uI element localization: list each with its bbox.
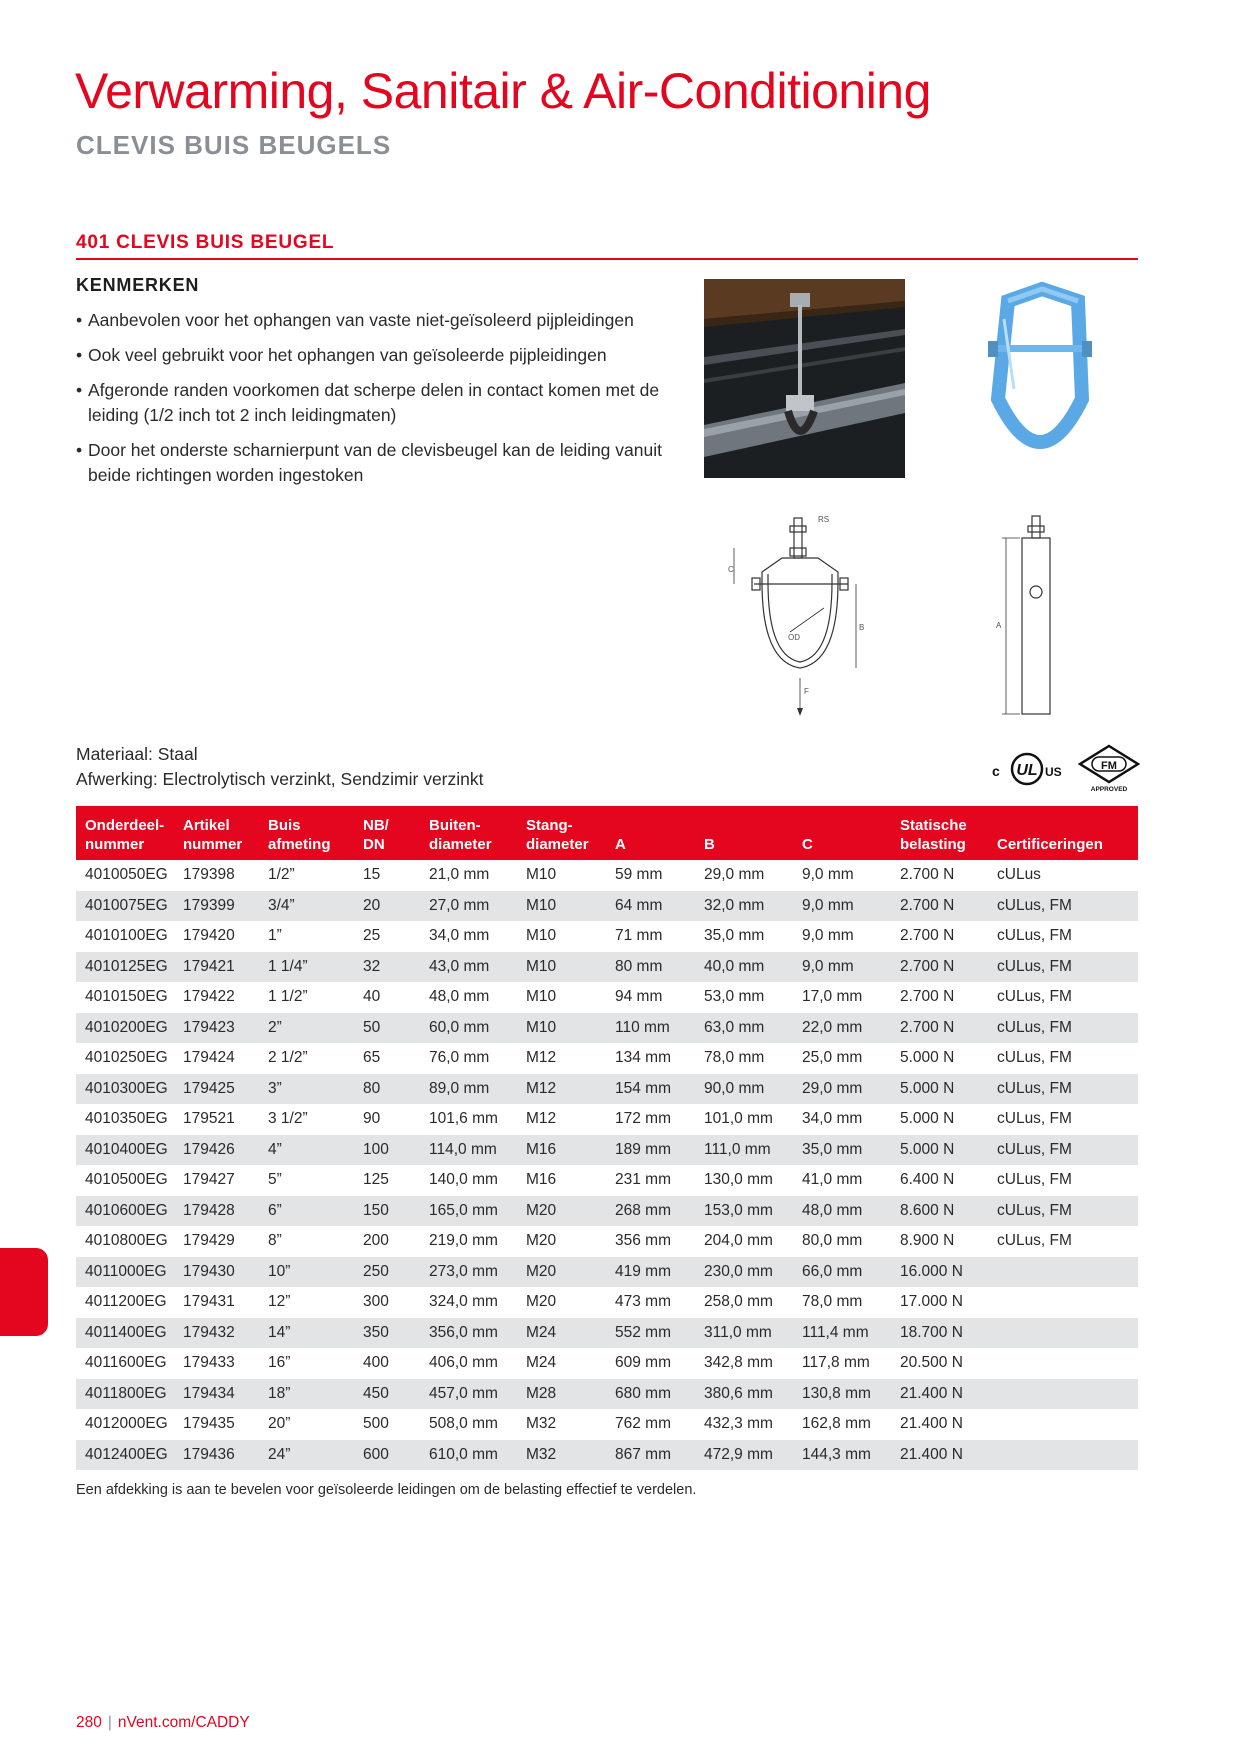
table-cell: 6.400 N xyxy=(900,1171,955,1188)
table-cell: 472,9 mm xyxy=(695,1440,793,1471)
table-cell: 140,0 mm xyxy=(429,1171,498,1188)
table-cell: M16 xyxy=(526,1171,557,1188)
table-cell: 125 xyxy=(363,1171,389,1188)
table-cell: 94 mm xyxy=(615,988,663,1005)
table-cell: 21.400 N xyxy=(900,1415,963,1432)
table-cell: 4010150EG xyxy=(85,988,168,1005)
table-cell xyxy=(988,1440,1138,1471)
feature-item: • Door het onderste scharnierpunt van de clevisbeugel kan de leiding vanuit beide richtingen worden ingestoken xyxy=(76,438,676,488)
table-cell: 32 xyxy=(354,952,420,983)
table-cell: M10 xyxy=(517,891,606,922)
ul-us-text: US xyxy=(1045,765,1062,779)
table-cell: 48,0 mm xyxy=(793,1196,891,1227)
table-cell: 4010300EG xyxy=(76,1074,174,1105)
fm-mark-icon xyxy=(1078,744,1140,792)
table-cell: 32,0 mm xyxy=(695,891,793,922)
table-cell: 324,0 mm xyxy=(429,1293,498,1310)
table-cell: 179433 xyxy=(183,1354,235,1371)
column-header: Statische belasting xyxy=(891,806,988,860)
table-cell: 3 1/2” xyxy=(268,1110,308,1127)
table-cell: 117,8 mm xyxy=(802,1354,870,1371)
table-cell: cULus xyxy=(997,866,1041,883)
table-row xyxy=(76,1165,1138,1196)
table-cell: 27,0 mm xyxy=(420,891,517,922)
table-cell: 450 xyxy=(354,1379,420,1410)
table-cell: 18” xyxy=(259,1379,354,1410)
website-link[interactable]: nVent.com/CADDY xyxy=(117,1714,250,1731)
table-cell: M10 xyxy=(517,952,606,983)
table-cell: 64 mm xyxy=(606,891,695,922)
table-cell: 350 xyxy=(354,1318,420,1349)
table-cell: cULus, FM xyxy=(997,1171,1072,1188)
table-cell: 20” xyxy=(268,1415,291,1432)
table-cell: 432,3 mm xyxy=(704,1415,773,1432)
feature-item: • Ook veel gebruikt voor het ophangen van geïsoleerde pijpleidingen xyxy=(76,343,676,368)
table-cell: M10 xyxy=(526,866,557,883)
table-cell: 8” xyxy=(268,1232,282,1249)
table-cell: 2.700 N xyxy=(891,1013,988,1044)
table-row xyxy=(76,1013,1138,1044)
features-list xyxy=(76,308,676,498)
table-cell: 762 mm xyxy=(615,1415,671,1432)
page-number: 280 xyxy=(76,1714,102,1731)
table-cell: M20 xyxy=(517,1257,606,1288)
table-cell: 179425 xyxy=(174,1074,259,1105)
table-cell xyxy=(988,1318,1138,1349)
table-cell: 250 xyxy=(354,1257,420,1288)
side-view-drawing xyxy=(996,512,1068,718)
table-cell: 20.500 N xyxy=(900,1354,963,1371)
technical-drawing-side xyxy=(996,512,1068,718)
table-cell: M32 xyxy=(526,1415,557,1432)
finish-line: Afwerking: Electrolytisch verzinkt, Sendzimir verzinkt xyxy=(76,769,484,789)
table-cell: 4010350EG xyxy=(85,1110,168,1127)
table-cell: 273,0 mm xyxy=(420,1257,517,1288)
table-cell: cULus, FM xyxy=(997,988,1072,1005)
table-cell: 14” xyxy=(259,1318,354,1349)
feature-item: • Aanbevolen voor het ophangen van vaste niet-geïsoleerd pijpleidingen xyxy=(76,308,676,333)
table-cell: 600 xyxy=(354,1440,420,1471)
table-cell: 20 xyxy=(354,891,420,922)
table-cell: M10 xyxy=(526,927,557,944)
table-cell: 457,0 mm xyxy=(420,1379,517,1410)
table-cell: 179423 xyxy=(174,1013,259,1044)
table-cell: 71 mm xyxy=(615,927,663,944)
table-cell: 400 xyxy=(363,1354,389,1371)
table-cell: 342,8 mm xyxy=(704,1354,773,1371)
table-cell: 867 mm xyxy=(606,1440,695,1471)
drawing-label-a: A xyxy=(996,621,1002,630)
table-cell: 258,0 mm xyxy=(704,1293,773,1310)
table-cell: 66,0 mm xyxy=(793,1257,891,1288)
table-cell: 80 xyxy=(354,1074,420,1105)
table-cell: 9,0 mm xyxy=(793,952,891,983)
table-cell: 680 mm xyxy=(606,1379,695,1410)
column-header: B xyxy=(695,806,793,860)
table-cell xyxy=(988,1287,1138,1318)
table-cell: 508,0 mm xyxy=(429,1415,498,1432)
table-cell: 1/2” xyxy=(268,866,295,883)
table-cell: 2.700 N xyxy=(900,866,955,883)
ul-mark-icon xyxy=(988,752,1066,786)
table-cell: 165,0 mm xyxy=(420,1196,517,1227)
table-cell: 48,0 mm xyxy=(429,988,490,1005)
page-subtitle: CLEVIS BUIS BEUGELS xyxy=(76,130,392,160)
table-cell: 4012400EG xyxy=(76,1440,174,1471)
installation-photo-illustration xyxy=(704,279,905,478)
table-cell: 2.700 N xyxy=(900,988,955,1005)
table-cell: 2” xyxy=(259,1013,354,1044)
column-header: Buiten- diameter xyxy=(420,806,517,860)
table-cell: 21,0 mm xyxy=(429,866,490,883)
table-cell: 179429 xyxy=(183,1232,235,1249)
table-cell: 162,8 mm xyxy=(802,1415,871,1432)
table-cell: 2.700 N xyxy=(891,952,988,983)
column-header: NB/ DN xyxy=(354,806,420,860)
table-cell: cULus, FM xyxy=(997,1110,1072,1127)
section-title: 401 CLEVIS BUIS BEUGEL xyxy=(76,232,335,253)
column-header: Certificeringen xyxy=(988,806,1138,860)
table-cell: 24” xyxy=(259,1440,354,1471)
table-cell xyxy=(988,1409,1138,1440)
table-cell: M24 xyxy=(526,1354,557,1371)
table-cell: 25 xyxy=(363,927,381,944)
table-cell: 179421 xyxy=(174,952,259,983)
table-cell: M10 xyxy=(526,988,557,1005)
table-cell: 4010600EG xyxy=(76,1196,174,1227)
table-cell: M16 xyxy=(517,1135,606,1166)
page-footer xyxy=(76,1714,250,1732)
table-cell: cULus, FM xyxy=(997,927,1072,944)
table-cell: 3/4” xyxy=(259,891,354,922)
table-cell: 5.000 N xyxy=(891,1135,988,1166)
fm-approved-logo xyxy=(1078,744,1140,792)
table-cell: 114,0 mm xyxy=(420,1135,517,1166)
table-cell: 500 xyxy=(363,1415,389,1432)
column-header: Stang- diameter xyxy=(517,806,606,860)
table-cell: 179435 xyxy=(183,1415,235,1432)
table-cell: M12 xyxy=(526,1110,557,1127)
table-cell: cULus, FM xyxy=(988,1135,1138,1166)
column-header: A xyxy=(606,806,695,860)
table-cell: 34,0 mm xyxy=(802,1110,863,1127)
table-row xyxy=(76,921,1138,952)
table-cell: M20 xyxy=(517,1196,606,1227)
table-cell: 4010050EG xyxy=(85,866,168,883)
table-row xyxy=(76,860,1138,891)
table-cell: 43,0 mm xyxy=(420,952,517,983)
drawing-label-c: C xyxy=(728,565,734,574)
table-cell: 101,0 mm xyxy=(704,1110,773,1127)
table-cell: 40,0 mm xyxy=(695,952,793,983)
table-cell: cULus, FM xyxy=(988,891,1138,922)
column-header: Artikel nummer xyxy=(174,806,259,860)
table-cell: 10” xyxy=(259,1257,354,1288)
table-cell: 8.900 N xyxy=(900,1232,955,1249)
table-cell: cULus, FM xyxy=(988,952,1138,983)
table-cell: 5.000 N xyxy=(891,1074,988,1105)
table-cell: 179428 xyxy=(174,1196,259,1227)
table-cell: 5.000 N xyxy=(900,1110,955,1127)
table-cell: 90 xyxy=(363,1110,381,1127)
table-cell: 78,0 mm xyxy=(802,1293,863,1310)
table-row xyxy=(76,1043,1138,1074)
table-cell: 80 mm xyxy=(606,952,695,983)
table-cell: 5” xyxy=(268,1171,282,1188)
table-cell: 268 mm xyxy=(606,1196,695,1227)
table-cell: M12 xyxy=(526,1049,557,1066)
table-row xyxy=(76,1318,1138,1349)
table-cell: 29,0 mm xyxy=(704,866,765,883)
table-cell: 189 mm xyxy=(606,1135,695,1166)
footer-separator: | xyxy=(107,1714,112,1731)
table-row xyxy=(76,891,1138,922)
table-cell: 63,0 mm xyxy=(695,1013,793,1044)
table-cell: 4011200EG xyxy=(85,1293,167,1310)
table-cell: 12” xyxy=(268,1293,291,1310)
material-info xyxy=(76,742,483,792)
table-cell: 15 xyxy=(363,866,381,883)
table-cell: 4010250EG xyxy=(85,1049,168,1066)
table-row xyxy=(76,1287,1138,1318)
table-cell: 179426 xyxy=(174,1135,259,1166)
table-row xyxy=(76,1226,1138,1257)
table-cell: M10 xyxy=(517,1013,606,1044)
table-cell: 17.000 N xyxy=(900,1293,963,1310)
table-cell: 90,0 mm xyxy=(695,1074,793,1105)
table-cell: 101,6 mm xyxy=(429,1110,498,1127)
column-header: C xyxy=(793,806,891,860)
table-row xyxy=(76,1409,1138,1440)
table-cell: 29,0 mm xyxy=(793,1074,891,1105)
table-cell: 59 mm xyxy=(615,866,663,883)
table-cell: 179424 xyxy=(183,1049,235,1066)
table-cell: 179432 xyxy=(174,1318,259,1349)
table-cell: 4011600EG xyxy=(85,1354,167,1371)
table-cell: 179430 xyxy=(174,1257,259,1288)
table-cell: 2.700 N xyxy=(900,927,955,944)
table-cell: 219,0 mm xyxy=(429,1232,498,1249)
table-cell: M20 xyxy=(526,1232,557,1249)
table-cell: 65 xyxy=(363,1049,381,1066)
table-cell: 4011000EG xyxy=(76,1257,174,1288)
drawing-label-od: OD xyxy=(788,633,800,642)
feature-item: • Afgeronde randen voorkomen dat scherpe delen in contact komen met de leiding (1/2 inch tot 2 inch leidingmaten) xyxy=(76,378,676,428)
table-row xyxy=(76,1257,1138,1288)
column-header: Buis afmeting xyxy=(259,806,354,860)
material-line: Materiaal: Staal xyxy=(76,744,198,764)
table-cell xyxy=(988,1257,1138,1288)
fm-mark-text: FM xyxy=(1101,760,1117,772)
table-cell: 1 1/2” xyxy=(268,988,308,1005)
table-cell: M12 xyxy=(517,1074,606,1105)
table-cell: 356,0 mm xyxy=(420,1318,517,1349)
table-cell: M28 xyxy=(517,1379,606,1410)
table-cell: 4010200EG xyxy=(76,1013,174,1044)
table-cell: 172 mm xyxy=(615,1110,671,1127)
table-cell: 154 mm xyxy=(606,1074,695,1105)
table-cell: 76,0 mm xyxy=(429,1049,490,1066)
table-cell: 179521 xyxy=(183,1110,235,1127)
table-row xyxy=(76,1196,1138,1227)
column-header: Onderdeel- nummer xyxy=(76,806,174,860)
table-cell: 40 xyxy=(363,988,381,1005)
table-cell: 9,0 mm xyxy=(802,866,854,883)
table-cell: 18.700 N xyxy=(891,1318,988,1349)
table-cell: 110 mm xyxy=(606,1013,695,1044)
drawing-label-rs: RS xyxy=(818,515,830,524)
table-cell: 153,0 mm xyxy=(695,1196,793,1227)
table-cell: 311,0 mm xyxy=(695,1318,793,1349)
table-cell: cULus, FM xyxy=(988,1196,1138,1227)
table-cell: 5.000 N xyxy=(900,1049,955,1066)
product-image xyxy=(960,279,1110,478)
installation-photo xyxy=(704,279,905,478)
table-cell: 8.600 N xyxy=(891,1196,988,1227)
ul-c-text: c xyxy=(992,763,1000,779)
table-row xyxy=(76,1074,1138,1105)
table-cell: 111,0 mm xyxy=(695,1135,793,1166)
table-cell: 1 1/4” xyxy=(259,952,354,983)
drawing-label-f: F xyxy=(804,687,809,696)
table-cell: 2 1/2” xyxy=(268,1049,308,1066)
table-cell: M32 xyxy=(517,1440,606,1471)
footnote: Een afdekking is aan te bevelen voor geïsoleerde leidingen om de belasting effectief te verdelen. xyxy=(76,1482,697,1498)
table-cell: 21.400 N xyxy=(891,1440,988,1471)
table-cell: 6” xyxy=(259,1196,354,1227)
front-view-drawing xyxy=(728,512,876,718)
table-cell: 179420 xyxy=(183,927,235,944)
table-cell: 3” xyxy=(259,1074,354,1105)
table-cell: cULus, FM xyxy=(997,1049,1072,1066)
table-cell: cULus, FM xyxy=(988,1074,1138,1105)
table-row xyxy=(76,1440,1138,1471)
table-cell: 111,4 mm xyxy=(793,1318,891,1349)
table-cell: 179436 xyxy=(174,1440,259,1471)
table-cell: 610,0 mm xyxy=(420,1440,517,1471)
table-cell: 144,3 mm xyxy=(793,1440,891,1471)
table-cell: 473 mm xyxy=(615,1293,671,1310)
table-cell: 22,0 mm xyxy=(793,1013,891,1044)
table-cell: 4” xyxy=(259,1135,354,1166)
table-cell: 130,8 mm xyxy=(793,1379,891,1410)
table-row xyxy=(76,1348,1138,1379)
specification-table xyxy=(76,806,1138,1470)
table-cell xyxy=(988,1379,1138,1410)
table-cell: 50 xyxy=(354,1013,420,1044)
table-cell: 100 xyxy=(354,1135,420,1166)
table-cell: 130,0 mm xyxy=(704,1171,773,1188)
table-cell: 380,6 mm xyxy=(695,1379,793,1410)
table-cell: 134 mm xyxy=(615,1049,671,1066)
table-cell: 179399 xyxy=(174,891,259,922)
table-cell: 179427 xyxy=(183,1171,235,1188)
table-cell: 231 mm xyxy=(615,1171,671,1188)
table-cell: 17,0 mm xyxy=(802,988,863,1005)
table-cell: 4010500EG xyxy=(85,1171,168,1188)
table-row xyxy=(76,1379,1138,1410)
table-cell: 419 mm xyxy=(606,1257,695,1288)
table-row xyxy=(76,952,1138,983)
table-cell: 35,0 mm xyxy=(793,1135,891,1166)
table-cell: 179431 xyxy=(183,1293,235,1310)
table-cell: 406,0 mm xyxy=(429,1354,498,1371)
table-cell: 89,0 mm xyxy=(420,1074,517,1105)
table-cell: 552 mm xyxy=(606,1318,695,1349)
table-cell: 204,0 mm xyxy=(704,1232,773,1249)
table-cell: 16.000 N xyxy=(891,1257,988,1288)
features-heading: KENMERKEN xyxy=(76,275,200,295)
table-row xyxy=(76,1135,1138,1166)
table-cell: 179398 xyxy=(183,866,235,883)
clevis-hanger-illustration xyxy=(960,279,1110,478)
table-cell: cULus, FM xyxy=(988,1013,1138,1044)
table-cell: 16” xyxy=(268,1354,291,1371)
table-cell: 9,0 mm xyxy=(802,927,854,944)
table-cell: 4010100EG xyxy=(85,927,168,944)
table-row xyxy=(76,1104,1138,1135)
table-cell: 60,0 mm xyxy=(420,1013,517,1044)
table-cell: 2.700 N xyxy=(891,891,988,922)
table-cell: 4010400EG xyxy=(76,1135,174,1166)
technical-drawing-front xyxy=(728,512,876,718)
table-cell: 4011800EG xyxy=(76,1379,174,1410)
table-cell: 4010800EG xyxy=(85,1232,168,1249)
table-cell: 80,0 mm xyxy=(802,1232,863,1249)
table-cell: 53,0 mm xyxy=(704,988,765,1005)
table-cell: 21.400 N xyxy=(891,1379,988,1410)
table-cell: 150 xyxy=(354,1196,420,1227)
culus-logo xyxy=(988,752,1066,786)
table-cell: 300 xyxy=(363,1293,389,1310)
table-cell: 230,0 mm xyxy=(695,1257,793,1288)
table-cell: 35,0 mm xyxy=(704,927,765,944)
table-cell xyxy=(988,1348,1138,1379)
table-cell: M20 xyxy=(526,1293,557,1310)
table-cell: 179422 xyxy=(183,988,235,1005)
table-cell: 78,0 mm xyxy=(704,1049,765,1066)
drawing-label-b: B xyxy=(859,623,865,632)
table-cell: 41,0 mm xyxy=(802,1171,863,1188)
ul-mark-text: UL xyxy=(1016,762,1038,779)
table-cell: 179434 xyxy=(174,1379,259,1410)
table-cell: 4010075EG xyxy=(76,891,174,922)
table-cell: 4010125EG xyxy=(76,952,174,983)
table-cell: 34,0 mm xyxy=(429,927,490,944)
section-header xyxy=(76,232,1138,260)
side-tab-marker xyxy=(0,1248,48,1336)
table-cell: 200 xyxy=(363,1232,389,1249)
table-cell: 4011400EG xyxy=(76,1318,174,1349)
table-row xyxy=(76,982,1138,1013)
fm-approved-text: APPROVED xyxy=(1090,786,1128,792)
table-cell: 609 mm xyxy=(615,1354,671,1371)
table-cell: 356 mm xyxy=(615,1232,671,1249)
page-title: Verwarming, Sanitair & Air-Conditioning xyxy=(75,63,931,119)
table-header-row xyxy=(76,806,1138,860)
table-cell: 1” xyxy=(268,927,282,944)
table-cell: cULus, FM xyxy=(997,1232,1072,1249)
table-cell: 4012000EG xyxy=(85,1415,168,1432)
table-cell: 25,0 mm xyxy=(802,1049,863,1066)
table-body xyxy=(76,860,1138,1470)
table-cell: M24 xyxy=(517,1318,606,1349)
table-cell: 9,0 mm xyxy=(793,891,891,922)
